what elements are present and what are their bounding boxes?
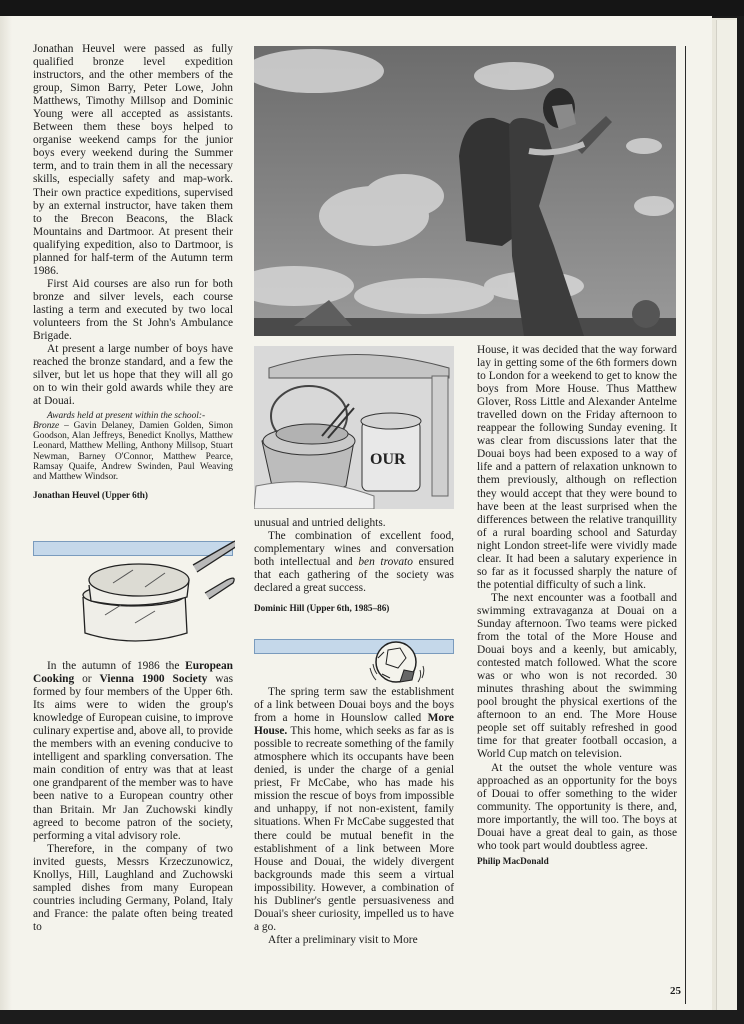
byline-philip-macdonald: Philip MacDonald xyxy=(477,855,549,866)
column-1 xyxy=(33,43,233,502)
more-house-bold: More House. xyxy=(254,712,454,738)
combination-text-end: ensured that each gathering of the society was declared a great success. xyxy=(254,556,454,595)
byline-jonathan-heuvel: Jonathan Heuvel (Upper 6th) xyxy=(33,489,148,500)
page-gutter-shadow xyxy=(0,16,12,1014)
delights-line: unusual and untried delights. xyxy=(254,517,386,529)
first-aid-paragraph: First Aid courses are also run for both bronze and silver levels, each course lasting a term and executed by two local volunteers from the St John's Ambulance Brigade. xyxy=(33,277,233,343)
bronze-standard-paragraph: At present a large number of boys have reached the bronze standard, and a few the silver, but let us hope that they will all go on to win their gold awards while they are at Douai. xyxy=(33,343,233,408)
kitchenware-drawing xyxy=(254,346,454,509)
awards-list: – Gavin Delaney, Damien Golden, Simon Goodson, Alan Jeffreys, Benedict Knollys, Matthew Leonard, Matthew Melling, Anthony Millsop, Stuart Newman, Barney O'Connor, Matthew Pearce, Ramsay Quaife, Andrew Swinden, Paul Weaving and Matthew Windsor. xyxy=(33,421,233,482)
cooking-paragraph-1-rest: was formed by four members of the Upper 6th. Its aims were to widen the group's knowledge of European cuisine, to improve culinary expertise and, above all, to provide the members with an evening conducive to intelligent and sparkling conversation. The main condition of entry was that at least one grandparent of the member was to have been native to a European country other than Britain. Mr Jan Zuchowski kindly agreed to become patron of the society, performing a vital advisory role. xyxy=(33,673,234,842)
cooking-paragraph-2: Therefore, in the company of two invited guests, Messrs Krzeczunowicz, Knollys, Hill, Laughland and Zuchowski sampled dishes from many European countries including Germany, Poland, Italy and France: the palate often being treated to xyxy=(33,842,233,933)
scan-background-top xyxy=(0,0,744,16)
conjunction-or: or xyxy=(74,673,100,686)
underlying-pages-edge-inner xyxy=(716,20,737,1010)
scan-background-bottom xyxy=(0,1010,744,1024)
hiker-photo-drawing xyxy=(254,46,676,336)
society-name-vienna-1900: Vienna 1900 Society xyxy=(99,673,208,686)
column-3 xyxy=(477,344,677,868)
cooking-intro-text: In the autumn of 1986 the xyxy=(47,660,186,672)
column-2 xyxy=(254,517,454,615)
football-drawing xyxy=(368,640,428,688)
more-house-article xyxy=(254,686,454,947)
saucepans-drawing xyxy=(75,525,235,647)
more-house-intro: The spring term saw the establishment of a link between Douai boys and the boys from a home in Hounslow called xyxy=(254,686,454,725)
flour-jar-label: OUR xyxy=(370,451,406,468)
more-house-paragraph-1-rest: This home, which seeks as far as is possible to recreate something of the family atmosphere which its occupants have been denied, is under the charge of a genial priest, Fr McCabe, who has made his mission the rescue of boys from impossible and unhappy, if not non-existent, family situations. When Fr McCabe suggested that there could be mutual benefit in the establishment of a link between More House and Douai, the widely divergent backgrounds made this seem a virtual impossibility. However, a combination of his Dubliner's gentle persuasiveness and Douai's sheer curiosity, impelled us to have a go. xyxy=(254,725,454,933)
cooking-society-article xyxy=(33,660,233,934)
combination-text: The combination of excellent food, complementary wines and conversation both intellectual and xyxy=(254,530,454,569)
saucepans-illustration xyxy=(75,525,235,647)
kitchenware-illustration xyxy=(254,346,454,509)
expedition-paragraph: Jonathan Heuvel were passed as fully qualified bronze level expedition instructors, and the other members of the group, Simon Barry, Peter Lowe, John Matthews, Timothy Millsop and Dominic Young were all accepted as assistants. Between them these boys helped to organise weekend camps for the junior boys every weekend during the Summer term, and to train them in all the necessary skills, especially safety and map-work. Their own practice expeditions, supervised by an external instructor, have taken them to the Brecon Beacons, the Black Mountains and Dartmoor. At present their qualifying expedition, also to Dartmoor, is planned for half-term of the Autumn term 1986. xyxy=(33,43,233,277)
awards-heading: Awards held at present within the school:- xyxy=(47,411,206,422)
hiker-photograph xyxy=(254,46,676,336)
football-swimming-paragraph: The next encounter was a football and swimming extravaganza at Douai on a Sunday afternoon. Two teams were picked from the total of the More House and Douai boys and a keenly, but amicably, contested match followed. What the score was or who won is not recorded. 30 minutes thrashing about the swimming pool brought the physical exertions of the afternoon to an end. The More House people set off suitably refreshed in good time for that greater football occasion, a World Cup match on television. xyxy=(477,591,677,761)
combination-paragraph xyxy=(254,530,454,595)
awards-paragraph xyxy=(33,411,233,481)
ben-trovato-italic: ben trovato xyxy=(358,556,413,569)
society-name-european-cooking: European Cooking xyxy=(33,660,233,686)
byline-dominic-hill: Dominic Hill (Upper 6th, 1985–86) xyxy=(254,603,390,614)
london-visit-paragraph: House, it was decided that the way forward lay in getting some of the 6th formers down to London for a weekend to get to know the boys from More House. Thus Matthew Glover, Ross Little and Alexander Antelme travelled down on the Friday afternoon to reappear the following Sunday evening. It was clear from discussions later that the Douai boys had been exposed to a way of life and a pattern of relaxation unknown to them previously, although on reflection they would accept that they were bound to have been at the least surprised when the differences between the relative tranquillity of a rural boarding school and Saturday night London street-life were vividly made clear. It had been a salutary experience in so far as it focussed sharply the nature of the potential difficulty of such a link. xyxy=(477,344,677,591)
vertical-rule xyxy=(685,46,686,1004)
page-number: 25 xyxy=(670,985,681,997)
football-illustration xyxy=(368,640,428,688)
more-house-paragraph-2: After a preliminary visit to More xyxy=(268,933,418,946)
awards-level: Bronze xyxy=(33,421,60,432)
more-house-paragraph-1 xyxy=(254,686,454,934)
cooking-paragraph-1 xyxy=(33,660,233,843)
outset-paragraph: At the outset the whole venture was approached as an opportunity for the boys of Douai to offer something to the wider community. The opportunity is there, and, more importantly, the will too. The boys at Douai have a great deal to gain, as those who took part would doubtless agree. xyxy=(477,761,677,852)
